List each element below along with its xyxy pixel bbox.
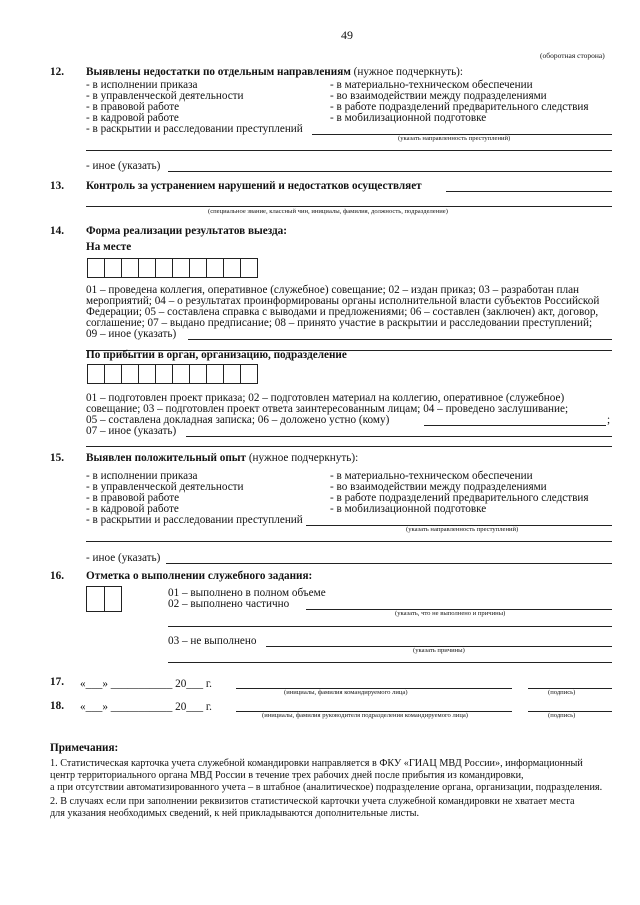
code-line: совещание; 03 – подготовлен проект ответа заинтересованным лицам; 04 – проведено заслушивание; xyxy=(86,403,569,415)
section-number: 16. xyxy=(50,570,64,582)
section-number: 12. xyxy=(50,66,64,78)
signature-hint: (подпись) xyxy=(548,712,576,719)
s12-left-item[interactable]: - в управленческой деятельности xyxy=(86,90,244,102)
field-hint: (указать направленность преступлений) xyxy=(406,526,519,533)
code-cells[interactable] xyxy=(88,258,258,278)
s12-left-item[interactable]: - в кадровой работе xyxy=(86,112,179,124)
option-complete: 01 – выполнено в полном объеме xyxy=(168,587,326,599)
section-title: Форма реализации результатов выезда: xyxy=(86,225,287,237)
other-label: - иное (указать) xyxy=(86,160,161,172)
section-title: Выявлен положительный опыт xyxy=(86,452,247,464)
signature-hint: (подпись) xyxy=(548,689,576,696)
subsection-title: На месте xyxy=(86,241,132,253)
fill-line[interactable] xyxy=(86,206,612,207)
s15-left-item[interactable]: - в правовой работе xyxy=(86,492,180,504)
field-hint: (указать причины) xyxy=(413,647,465,654)
field-hint: (специальное звание, классный чин, инициалы, фамилия, должность, подразделение) xyxy=(208,208,448,215)
section-title-note: (нужное подчеркнуть): xyxy=(353,66,464,78)
note-line: 2. В случаях если при заполнении реквизитов статистической карточки учета служебной командировки не хватает места xyxy=(50,796,575,807)
code-cells[interactable] xyxy=(88,364,258,384)
s15-right-item[interactable]: - во взаимодействии между подразделениями xyxy=(330,481,547,493)
code-line: 09 – иное (указать) xyxy=(86,328,177,340)
field-hint: (инициалы, фамилия руководителя подразделения командируемого лица) xyxy=(262,712,468,719)
s15-left-item[interactable]: - в раскрытии и расследовании преступлений xyxy=(86,514,303,526)
s12-left-item[interactable]: - в раскрытии и расследовании преступлений xyxy=(86,123,303,135)
code-line: 05 – составлена докладная записка; 06 – доложено устно (кому) xyxy=(86,414,390,426)
option-not-done: 03 – не выполнено xyxy=(168,635,257,647)
s12-right-item[interactable]: - во взаимодействии между подразделениями xyxy=(330,90,547,102)
code-line: Федерации; 05 – составлена справка с выводами и предложениями; 06 – составлен (заключен) акт, договор, xyxy=(86,306,599,318)
s12-left-item[interactable]: - в правовой работе xyxy=(86,101,180,113)
s15-left-item[interactable]: - в управленческой деятельности xyxy=(86,481,244,493)
code-line: 01 – проведена коллегия, оперативное (служебное) совещание; 02 – издан приказ; 03 – разработан план xyxy=(86,284,580,296)
notes-title: Примечания: xyxy=(50,742,119,754)
field-hint: (указать направленность преступлений) xyxy=(398,135,511,142)
option-partial: 02 – выполнено частично xyxy=(168,598,290,610)
s12-right-item[interactable]: - в мобилизационной подготовке xyxy=(330,112,487,124)
fill-line[interactable] xyxy=(168,626,612,627)
section-number: 18. xyxy=(50,700,64,712)
s15-right-item[interactable]: - в мобилизационной подготовке xyxy=(330,503,487,515)
code-line: 07 – иное (указать) xyxy=(86,425,177,437)
section-number: 13. xyxy=(50,180,64,192)
s15-right-item[interactable]: - в работе подразделений предварительного следствия xyxy=(330,492,589,504)
fill-line[interactable] xyxy=(86,446,612,447)
code-line: мероприятий; 04 – о результатах проинформированы органы исполнительной власти субъектов Российской xyxy=(86,295,600,307)
fill-line[interactable] xyxy=(446,191,612,192)
note-line: 1. Статистическая карточка учета служебной командировки направляется в ФКУ «ГИАЦ МВД России», информационный xyxy=(50,758,583,769)
code-line: 01 – подготовлен проект приказа; 02 – подготовлен материал на коллегию, оперативное (служебное) xyxy=(86,392,565,404)
section-title: Выявлены недостатки по отдельным направлениям xyxy=(86,66,351,78)
fill-line[interactable] xyxy=(86,541,612,542)
fill-line[interactable] xyxy=(424,425,606,426)
field-hint: (инициалы, фамилия командируемого лица) xyxy=(284,689,408,696)
note-line: для указания необходимых сведений, к ней прикладываются дополнительные листы. xyxy=(50,808,420,819)
side-label: (оборотная сторона) xyxy=(540,51,605,60)
section-title: Контроль за устранением нарушений и недостатков осуществляет xyxy=(86,180,422,192)
s15-left-item[interactable]: - в исполнении приказа xyxy=(86,470,198,482)
section-number: 14. xyxy=(50,225,64,237)
fill-line[interactable] xyxy=(188,339,612,340)
fill-line[interactable] xyxy=(86,150,612,151)
s12-right-item[interactable]: - в материально-техническом обеспечении xyxy=(330,79,533,91)
s12-left-item[interactable]: - в исполнении приказа xyxy=(86,79,198,91)
s12-right-item[interactable]: - в работе подразделений предварительного следствия xyxy=(330,101,589,113)
date-field[interactable]: «___» ___________ 20___ г. xyxy=(80,678,212,690)
s15-right-item[interactable]: - в материально-техническом обеспечении xyxy=(330,470,533,482)
note-line: а при отсутствии автоматизированного учета – в штабное (аналитическое) подразделение органа, организации, подразделения. xyxy=(50,782,603,793)
section-number: 17. xyxy=(50,676,64,688)
note-line: центр территориального органа МВД России в течение трех рабочих дней после прибытия из командировки, xyxy=(50,770,524,781)
section-number: 15. xyxy=(50,452,64,464)
fill-line[interactable] xyxy=(186,436,612,437)
date-field[interactable]: «___» ___________ 20___ г. xyxy=(80,701,212,713)
s15-left-item[interactable]: - в кадровой работе xyxy=(86,503,179,515)
section-title-note: (нужное подчеркнуть): xyxy=(248,452,359,464)
other-label: - иное (указать) xyxy=(86,552,161,564)
field-hint: (указать, что не выполнено и причины) xyxy=(395,610,506,617)
code-line: соглашение; 07 – выдано предписание; 08 – принято участие в раскрытии и расследовании преступлений; xyxy=(86,317,593,329)
page-number: 49 xyxy=(341,28,353,42)
subsection-title: По прибытии в орган, организацию, подразделение xyxy=(86,349,347,361)
fill-line[interactable] xyxy=(168,662,612,663)
fill-line[interactable] xyxy=(168,171,612,172)
section-title: Отметка о выполнении служебного задания: xyxy=(86,570,313,582)
fill-line[interactable] xyxy=(166,563,612,564)
